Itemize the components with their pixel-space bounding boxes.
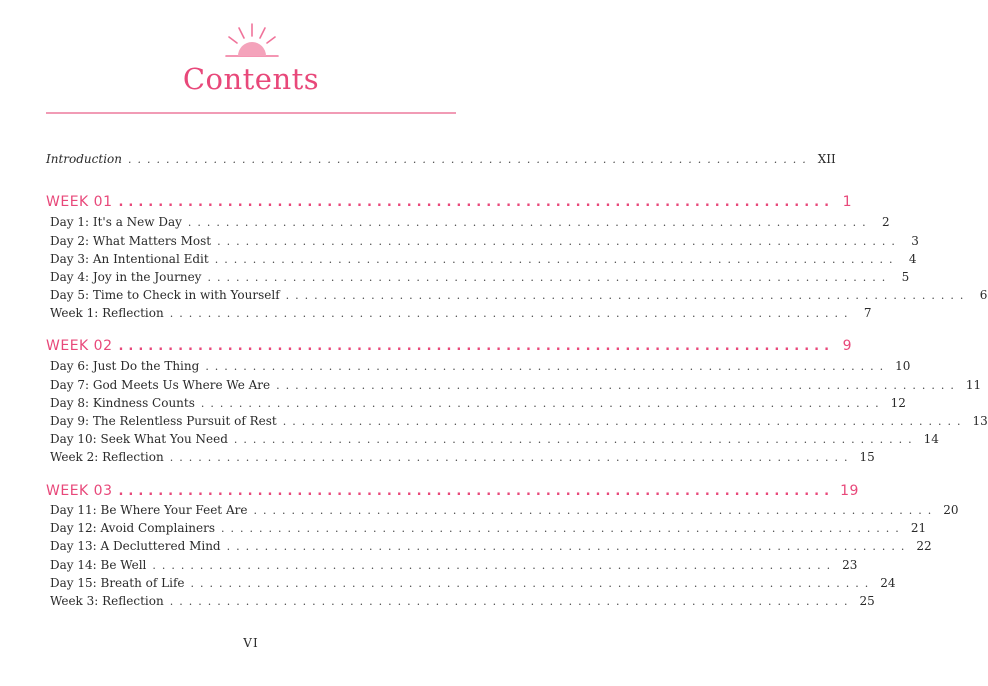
toc-entry-page: 3 [911, 234, 919, 248]
toc-entry-page: 10 [895, 359, 911, 373]
toc-entry-label: Week 2: Reflection [50, 450, 164, 464]
leader-dots: ........................................................................ [118, 484, 835, 499]
page-number: VI [243, 636, 259, 650]
leader-dots: ........................................................................ [205, 360, 890, 373]
leader-dots: ........................................................................ [217, 235, 901, 248]
toc-entry-page: 20 [943, 503, 959, 517]
toc-entry-label: Day 1: It's a New Day [50, 215, 182, 229]
toc-entry-page: 4 [908, 252, 917, 266]
leader-dots: ........................................................................ [285, 289, 970, 302]
toc-week-heading [46, 337, 853, 356]
toc-week-label: WEEK 02 [46, 338, 113, 354]
toc-entry [46, 502, 959, 519]
toc-entry [46, 538, 932, 555]
toc-week-heading [46, 482, 859, 501]
toc-entry [46, 233, 919, 250]
toc-entry-label: Day 14: Be Well [50, 558, 147, 572]
toc-entry-label: Week 1: Reflection [50, 306, 164, 320]
leader-dots: ........................................................................ [214, 253, 899, 266]
toc-entry-label: Day 9: The Relentless Pursuit of Rest [50, 414, 277, 428]
toc-entry-page: 13 [972, 414, 988, 428]
toc-entry [46, 575, 896, 592]
toc-entry-page: 12 [890, 396, 906, 410]
toc-entry [46, 431, 939, 448]
toc-entry [46, 377, 982, 394]
leader-dots: ........................................................................ [187, 216, 872, 229]
toc-entry-page: 7 [863, 306, 872, 320]
toc-week-page: 19 [840, 483, 859, 499]
toc-entry-page: 21 [910, 521, 927, 535]
leader-dots: ........................................................................ [221, 522, 905, 535]
toc-entry-label: Day 6: Just Do the Thing [50, 359, 200, 373]
leader-dots: ........................................................................ [128, 153, 812, 166]
toc-entry-page: 2 [882, 215, 890, 229]
toc-entry [46, 214, 890, 231]
toc-week-label: WEEK 03 [46, 483, 113, 499]
toc-entry-label: Day 12: Avoid Complainers [50, 521, 216, 535]
toc-entry [46, 413, 988, 430]
leader-dots: ........................................................................ [152, 559, 837, 572]
toc-entry-label: Day 7: God Meets Us Where We Are [50, 378, 271, 392]
toc-entry [46, 358, 911, 375]
toc-entry-label: Day 2: What Matters Most [50, 234, 212, 248]
leader-dots: ........................................................................ [169, 451, 854, 464]
toc-week-label: WEEK 01 [46, 194, 113, 210]
toc-intro-label: Introduction [46, 152, 122, 166]
leader-dots: ........................................................................ [233, 433, 918, 446]
leader-dots: ........................................................................ [207, 271, 892, 284]
leader-dots: ........................................................................ [169, 595, 854, 608]
toc-week-heading [46, 193, 853, 212]
leader-dots: ........................................................................ [200, 397, 885, 410]
toc-entry-page: 5 [901, 270, 910, 284]
toc-entry-page: 11 [965, 378, 982, 392]
toc-entry-page: 15 [859, 450, 875, 464]
toc-intro-page: XII [817, 152, 836, 166]
toc-entry-label: Day 15: Breath of Life [50, 576, 185, 590]
leader-dots: ........................................................................ [190, 577, 875, 590]
toc-entry [46, 395, 906, 412]
toc-entry [46, 305, 872, 322]
toc-entry-label: Day 3: An Intentional Edit [50, 252, 209, 266]
toc-entry [46, 449, 875, 466]
toc-entry [46, 593, 875, 610]
toc-entry-label: Day 5: Time to Check in with Yourself [50, 288, 280, 302]
toc-week-page: 9 [842, 338, 853, 354]
leader-dots: ........................................................................ [276, 379, 960, 392]
toc-week-page: 1 [842, 194, 853, 210]
toc-entry [46, 520, 927, 537]
leader-dots: ........................................................................ [282, 415, 967, 428]
toc-entry-label: Day 11: Be Where Your Feet Are [50, 503, 248, 517]
toc-entry-page: 25 [859, 594, 875, 608]
toc-entry-label: Day 8: Kindness Counts [50, 396, 195, 410]
toc-entry-page: 22 [916, 539, 932, 553]
toc-entry [46, 287, 988, 304]
leader-dots: ........................................................................ [118, 339, 835, 354]
sunrise-icon [224, 22, 280, 58]
leader-dots: ........................................................................ [169, 307, 854, 320]
toc-entry-label: Day 4: Joy in the Journey [50, 270, 202, 284]
toc-entry-page: 24 [880, 576, 896, 590]
toc-entry-page: 23 [842, 558, 858, 572]
toc-entry-label: Week 3: Reflection [50, 594, 164, 608]
toc-entry-page: 6 [979, 288, 988, 302]
title-divider [46, 112, 456, 114]
toc-entry-label: Day 13: A Decluttered Mind [50, 539, 221, 553]
toc-intro-row [46, 151, 836, 168]
leader-dots: ........................................................................ [253, 504, 938, 517]
toc-entry [46, 251, 917, 268]
toc-entry [46, 557, 858, 574]
toc-entry-label: Day 10: Seek What You Need [50, 432, 228, 446]
leader-dots: ........................................................................ [226, 540, 911, 553]
leader-dots: ........................................................................ [118, 195, 835, 210]
toc-entry [46, 269, 910, 286]
page-title: Contents [182, 62, 320, 96]
toc-entry-page: 14 [923, 432, 939, 446]
